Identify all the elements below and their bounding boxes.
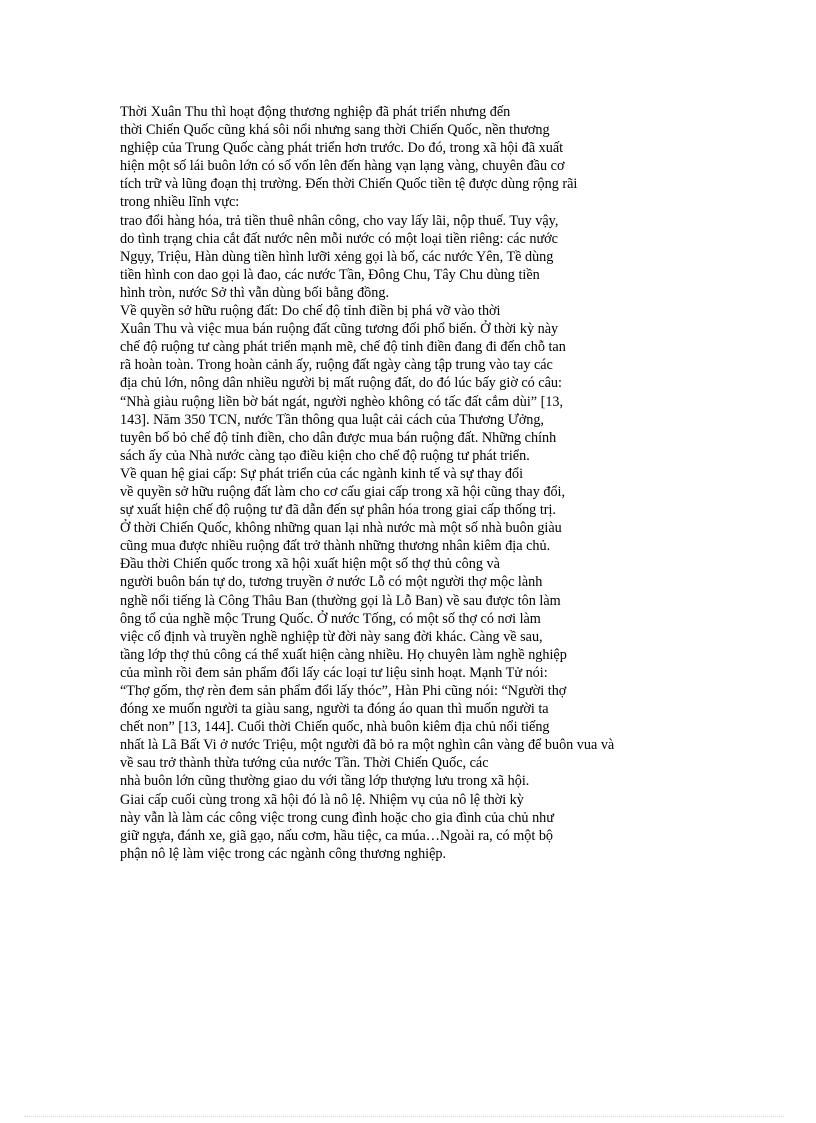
text-line: thời Chiến Quốc cũng khá sôi nổi nhưng sang thời Chiến Quốc, nền thương (120, 122, 550, 139)
text-line: Ngụy, Triệu, Hàn dùng tiền hình lưỡi xẻng gọi là bố, các nước Yên, Tề dùng (120, 248, 554, 265)
text-line: này vẫn là làm các công việc trong cung đình hoặc cho gia đình của chủ như (120, 809, 554, 826)
text-line: trong nhiều lĩnh vực: (120, 194, 240, 211)
text-line: hình tròn, nước Sở thì vẫn dùng bối bằng đồng. (120, 284, 389, 301)
text-line: chết non” [13, 144]. Cuối thời Chiến quốc, nhà buôn kiêm địa chủ nổi tiếng (120, 719, 550, 736)
text-line: tiền hình con dao gọi là đao, các nước Tần, Đông Chu, Tây Chu dùng tiền (120, 266, 540, 283)
text-line: Đầu thời Chiến quốc trong xã hội xuất hiện một số thợ thủ công và (120, 556, 500, 573)
text-line: do tình trạng chia cắt đất nước nên mỗi nước có một loại tiền riêng: các nước (120, 230, 558, 247)
text-line: nghề nổi tiếng là Công Thâu Ban (thường gọi là Lỗ Ban) về sau được tôn làm (120, 592, 561, 609)
text-line: 143]. Năm 350 TCN, nước Tần thông qua luật cải cách của Thương Ưởng, (120, 411, 544, 428)
text-line: Thời Xuân Thu thì hoạt động thương nghiệp đã phát triển nhưng đến (120, 104, 511, 120)
text-line: giữ ngựa, đánh xe, giã gạo, nấu cơm, hầu tiệc, ca múa…Ngoài ra, có một bộ (120, 827, 554, 844)
document-body (120, 103, 700, 863)
text-line: nhất là Lã Bất Vi ở nước Triệu, một người đã bỏ ra một nghìn cân vàng để buôn vua và (120, 737, 615, 754)
text-line: Giai cấp cuối cùng trong xã hội đó là nô lệ. Nhiệm vụ của nô lệ thời kỳ (120, 791, 524, 808)
text-line: Xuân Thu và việc mua bán ruộng đất cũng tương đối phổ biến. Ở thời kỳ này (120, 321, 559, 338)
text-line: ông tổ của nghề mộc Trung Quốc. Ở nước Tống, có một số thợ có nơi làm (120, 610, 541, 627)
text-line: của mình rồi đem sản phẩm đổi lấy các loại tư liệu sinh hoạt. Mạnh Tử nói: (120, 664, 548, 681)
text-line: Ở thời Chiến Quốc, không những quan lại nhà nước mà một số nhà buôn giàu (120, 520, 562, 537)
text-line: phận nô lệ làm việc trong các ngành công thương nghiệp. (120, 845, 447, 862)
page-bottom-rule (24, 1116, 784, 1117)
text-line: “Thợ gốm, thợ rèn đem sản phẩm đổi lấy thóc”, Hàn Phi cũng nói: “Người thợ (120, 683, 567, 699)
text-line: sự xuất hiện chế độ ruộng tư đã dẫn đến sự phân hóa trong giai cấp thống trị. (120, 502, 556, 519)
text-line: về sau trở thành thừa tướng của nước Tần. Thời Chiến Quốc, các (120, 755, 489, 772)
text-line: nghiệp của Trung Quốc càng phát triển hơn trước. Do đó, trong xã hội đã xuất (120, 140, 564, 157)
text-line: tầng lớp thợ thủ công cá thể xuất hiện càng nhiều. Họ chuyên làm nghề nghiệp (120, 646, 567, 663)
text-line: cũng mua được nhiều ruộng đất trở thành những thương nhân kiêm địa chủ. (120, 538, 551, 555)
text-line: người buôn bán tự do, tương truyền ở nước Lỗ có một người thợ mộc lành (120, 574, 543, 591)
text-line: trao đổi hàng hóa, trả tiền thuê nhân công, cho vay lấy lãi, nộp thuế. Tuy vậy, (120, 212, 559, 229)
text-line: địa chủ lớn, nông dân nhiều người bị mất ruộng đất, do đó lúc bấy giờ có câu: (120, 375, 562, 392)
text-line: rã hoàn toàn. Trong hoàn cảnh ấy, ruộng đất ngày càng tập trung vào tay các (120, 357, 553, 374)
text-line: Về quyền sở hữu ruộng đất: Do chế độ tỉnh điền bị phá vỡ vào thời (120, 303, 501, 320)
text-line: nhà buôn lớn cũng thường giao du với tầng lớp thượng lưu trong xã hội. (120, 773, 530, 790)
text-line: tích trữ và lũng đoạn thị trường. Đến thời Chiến Quốc tiền tệ được dùng rộng rãi (120, 176, 578, 193)
text-line: việc cố định và truyền nghề nghiệp từ đời này sang đời khác. Càng về sau, (120, 628, 543, 645)
text-line: tuyên bố bỏ chế độ tỉnh điền, cho dân được mua bán ruộng đất. Những chính (120, 429, 557, 446)
text-line: “Nhà giàu ruộng liền bờ bát ngát, người nghèo không có tấc đất cắm dùi” [13, (120, 393, 564, 410)
text-line: hiện một số lái buôn lớn có số vốn lên đến hàng vạn lạng vàng, chuyên đầu cơ (120, 158, 565, 175)
text-line: Về quan hệ giai cấp: Sự phát triển của các ngành kinh tế và sự thay đổi (120, 465, 524, 482)
text-line: đóng xe muốn người ta giàu sang, người ta đóng áo quan thì muốn người ta (120, 701, 549, 718)
text-line: về quyền sở hữu ruộng đất làm cho cơ cấu giai cấp trong xã hội cũng thay đổi, (120, 483, 566, 500)
text-line: chế độ ruộng tư càng phát triển mạnh mẽ, chế độ tỉnh điền đang đi đến chỗ tan (120, 339, 566, 356)
text-line: sách ấy của Nhà nước càng tạo điều kiện cho chế độ ruộng tư phát triển. (120, 447, 530, 464)
